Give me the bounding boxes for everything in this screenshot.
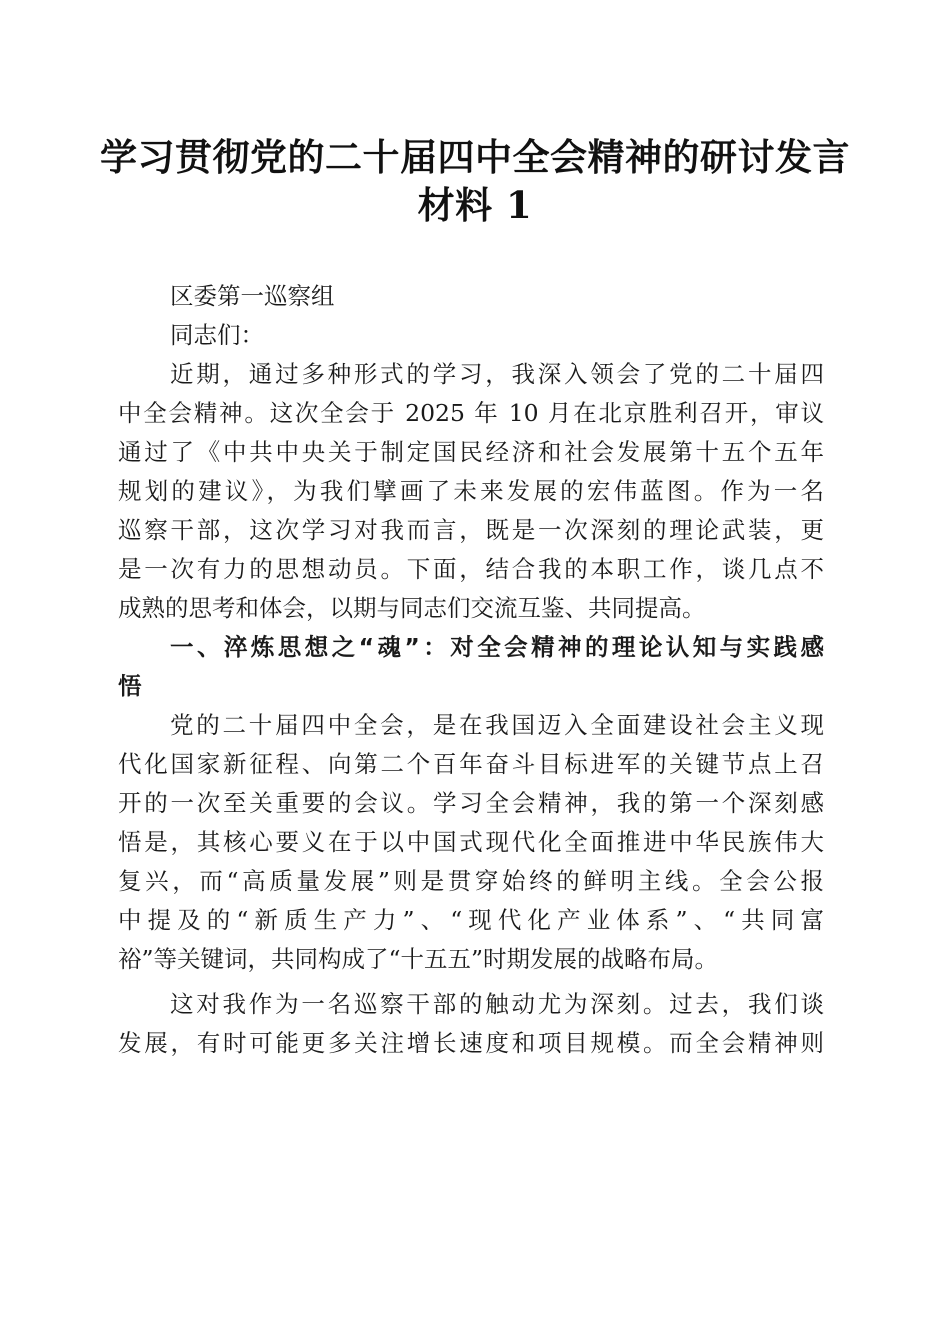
- paragraph-line: 巡察干部，这次学习对我而言，既是一次深刻的理论武装，更: [118, 516, 824, 544]
- author-line: 区委第一巡察组: [170, 282, 335, 310]
- paragraph-line: 近期，通过多种形式的学习，我深入领会了党的二十届四: [170, 360, 824, 388]
- document-body: [118, 277, 824, 1063]
- paragraph-2: [118, 706, 824, 979]
- paragraph-line: 是一次有力的思想动员。下面，结合我的本职工作，谈几点不: [118, 555, 824, 583]
- paragraph-line: 复兴，而“高质量发展”则是贯穿始终的鲜明主线。全会公报: [118, 867, 824, 895]
- paragraph-line: 规划的建议》，为我们擘画了未来发展的宏伟蓝图。作为一名: [118, 477, 824, 505]
- heading-line: 一、淬炼思想之“魂”：对全会精神的理论认知与实践感: [170, 633, 824, 661]
- paragraph-line: 发展，有时可能更多关注增长速度和项目规模。而全会精神则: [118, 1029, 824, 1057]
- paragraph-3: [118, 985, 824, 1063]
- paragraph-line: 代化国家新征程、向第二个百年奋斗目标进军的关键节点上召: [118, 750, 824, 778]
- document-title-line-1: 学习贯彻党的二十届四中全会精神的研讨发言: [100, 135, 850, 179]
- paragraph-line: 悟是，其核心要义在于以中国式现代化全面推进中华民族伟大: [118, 828, 824, 856]
- paragraph-line: 党的二十届四中全会，是在我国迈入全面建设社会主义现: [170, 711, 824, 739]
- paragraph-line: 中全会精神。这次全会于 2025 年 10 月在北京胜利召开，审议: [118, 399, 824, 427]
- paragraph-line: 中提及的“新质生产力”、“现代化产业体系”、“共同富: [118, 906, 824, 934]
- document-title-line-2: 材料 1: [417, 183, 533, 227]
- paragraph-1: [118, 355, 824, 628]
- heading-line: 悟: [118, 672, 142, 700]
- paragraph-line: 开的一次至关重要的会议。学习全会精神，我的第一个深刻感: [118, 789, 824, 817]
- section-heading-1: [118, 628, 824, 706]
- salutation-line: 同志们：: [170, 321, 264, 349]
- paragraph-line: 通过了《中共中央关于制定国民经济和社会发展第十五个五年: [118, 438, 824, 466]
- paragraph-line: 成熟的思考和体会，以期与同志们交流互鉴、共同提高。: [118, 594, 706, 622]
- paragraph-line: 这对我作为一名巡察干部的触动尤为深刻。过去，我们谈: [170, 990, 824, 1018]
- paragraph-line: 裕”等关键词，共同构成了“十五五”时期发展的战略布局。: [118, 945, 719, 973]
